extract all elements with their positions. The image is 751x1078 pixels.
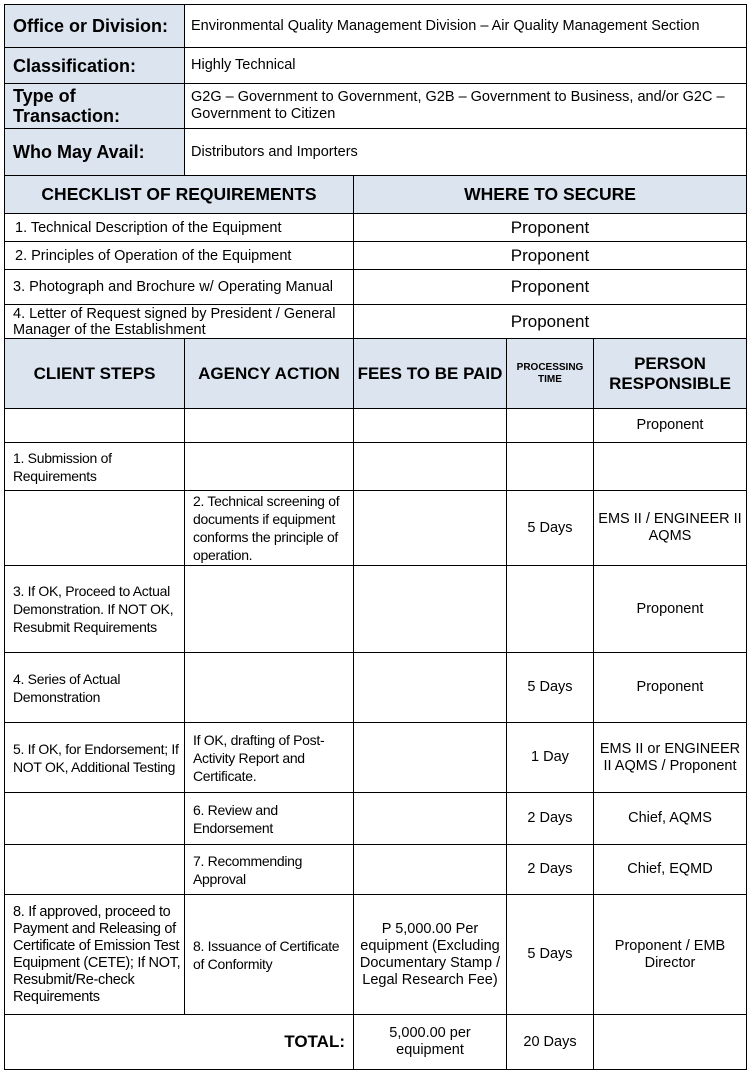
citizens-charter-page bbox=[4, 4, 746, 1070]
requirement-source: Proponent bbox=[354, 270, 747, 305]
agency-action: 8. Issuance of Certificate of Conformity bbox=[185, 895, 354, 1015]
agency-action bbox=[185, 653, 354, 723]
transaction-row bbox=[5, 84, 747, 129]
fee bbox=[354, 845, 507, 895]
requirement-source: Proponent bbox=[354, 305, 747, 339]
client-step: 1. Submission of Requirements bbox=[5, 443, 185, 491]
processing-time: 2 Days bbox=[507, 793, 594, 845]
client-step: 3. If OK, Proceed to Actual Demonstration. If NOT OK, Resubmit Requirements bbox=[5, 566, 185, 653]
avail-value: Distributors and Importers bbox=[185, 129, 747, 176]
step-row bbox=[5, 845, 747, 895]
fee bbox=[354, 409, 507, 443]
step-row bbox=[5, 443, 747, 491]
client-step bbox=[5, 409, 185, 443]
processing-time: 5 Days bbox=[507, 895, 594, 1015]
fee bbox=[354, 566, 507, 653]
requirement-text: 2. Principles of Operation of the Equipment bbox=[5, 242, 354, 270]
avail-label: Who May Avail: bbox=[5, 129, 185, 176]
requirement-text: 3. Photograph and Brochure w/ Operating Manual bbox=[5, 270, 354, 305]
checklist-header-row bbox=[5, 176, 747, 214]
step-row bbox=[5, 409, 747, 443]
processing-time-header: PROCESSING TIME bbox=[507, 339, 594, 409]
fee bbox=[354, 491, 507, 566]
fee bbox=[354, 443, 507, 491]
step-row bbox=[5, 653, 747, 723]
person-responsible: Proponent / EMB Director bbox=[594, 895, 747, 1015]
client-steps-header: CLIENT STEPS bbox=[5, 339, 185, 409]
client-step bbox=[5, 845, 185, 895]
client-step: 8. If approved, proceed to Payment and Releasing of Certificate of Emission Test Equipment (CETE); If NOT, Resubmit/Re-check Requirements bbox=[5, 895, 185, 1015]
office-label: Office or Division: bbox=[5, 5, 185, 48]
processing-time bbox=[507, 443, 594, 491]
requirement-source: Proponent bbox=[354, 242, 747, 270]
agency-action: 6. Review and Endorsement bbox=[185, 793, 354, 845]
processing-time bbox=[507, 566, 594, 653]
person-responsible: Proponent bbox=[594, 653, 747, 723]
processing-time: 1 Day bbox=[507, 723, 594, 793]
step-row bbox=[5, 723, 747, 793]
total-time: 20 Days bbox=[507, 1015, 594, 1070]
person-responsible: Proponent bbox=[594, 566, 747, 653]
classification-row bbox=[5, 48, 747, 84]
fees-header: FEES TO BE PAID bbox=[354, 339, 507, 409]
service-table bbox=[4, 4, 747, 1070]
step-row bbox=[5, 491, 747, 566]
processing-time: 5 Days bbox=[507, 653, 594, 723]
transaction-value: G2G – Government to Government, G2B – Government to Business, and/or G2C – Government to Citizen bbox=[185, 84, 747, 129]
agency-action-header: AGENCY ACTION bbox=[185, 339, 354, 409]
avail-row bbox=[5, 129, 747, 176]
classification-value: Highly Technical bbox=[185, 48, 747, 84]
requirement-text: 4. Letter of Request signed by President / General Manager of the Establishment bbox=[5, 305, 354, 339]
person-responsible: Proponent bbox=[594, 409, 747, 443]
requirement-row bbox=[5, 214, 747, 242]
checklist-header: CHECKLIST OF REQUIREMENTS bbox=[5, 176, 354, 214]
office-row bbox=[5, 5, 747, 48]
processing-time: 5 Days bbox=[507, 491, 594, 566]
agency-action bbox=[185, 409, 354, 443]
person-responsible-header: PERSON RESPONSIBLE bbox=[594, 339, 747, 409]
client-step bbox=[5, 793, 185, 845]
requirement-source: Proponent bbox=[354, 214, 747, 242]
office-value: Environmental Quality Management Division – Air Quality Management Section bbox=[185, 5, 747, 48]
steps-header-row bbox=[5, 339, 747, 409]
total-fees: 5,000.00 per equipment bbox=[354, 1015, 507, 1070]
fee bbox=[354, 653, 507, 723]
person-responsible bbox=[594, 443, 747, 491]
requirement-row bbox=[5, 242, 747, 270]
total-row bbox=[5, 1015, 747, 1070]
agency-action: 7. Recommending Approval bbox=[185, 845, 354, 895]
fee bbox=[354, 723, 507, 793]
agency-action bbox=[185, 443, 354, 491]
step-row bbox=[5, 895, 747, 1015]
client-step: 4. Series of Actual Demonstration bbox=[5, 653, 185, 723]
step-row bbox=[5, 566, 747, 653]
total-label: TOTAL: bbox=[5, 1015, 354, 1070]
step-row bbox=[5, 793, 747, 845]
where-to-secure-header: WHERE TO SECURE bbox=[354, 176, 747, 214]
agency-action bbox=[185, 566, 354, 653]
person-responsible: Chief, AQMS bbox=[594, 793, 747, 845]
person-responsible: EMS II or ENGINEER II AQMS / Proponent bbox=[594, 723, 747, 793]
requirement-row bbox=[5, 305, 747, 339]
fee: P 5,000.00 Per equipment (Excluding Documentary Stamp / Legal Research Fee) bbox=[354, 895, 507, 1015]
total-person bbox=[594, 1015, 747, 1070]
client-step bbox=[5, 491, 185, 566]
agency-action: If OK, drafting of Post-Activity Report and Certificate. bbox=[185, 723, 354, 793]
requirement-text: 1. Technical Description of the Equipment bbox=[5, 214, 354, 242]
agency-action: 2. Technical screening of documents if equipment conforms the principle of operation. bbox=[185, 491, 354, 566]
person-responsible: EMS II / ENGINEER II AQMS bbox=[594, 491, 747, 566]
processing-time bbox=[507, 409, 594, 443]
classification-label: Classification: bbox=[5, 48, 185, 84]
client-step: 5. If OK, for Endorsement; If NOT OK, Additional Testing bbox=[5, 723, 185, 793]
processing-time: 2 Days bbox=[507, 845, 594, 895]
requirement-row bbox=[5, 270, 747, 305]
fee bbox=[354, 793, 507, 845]
person-responsible: Chief, EQMD bbox=[594, 845, 747, 895]
transaction-label: Type of Transaction: bbox=[5, 84, 185, 129]
